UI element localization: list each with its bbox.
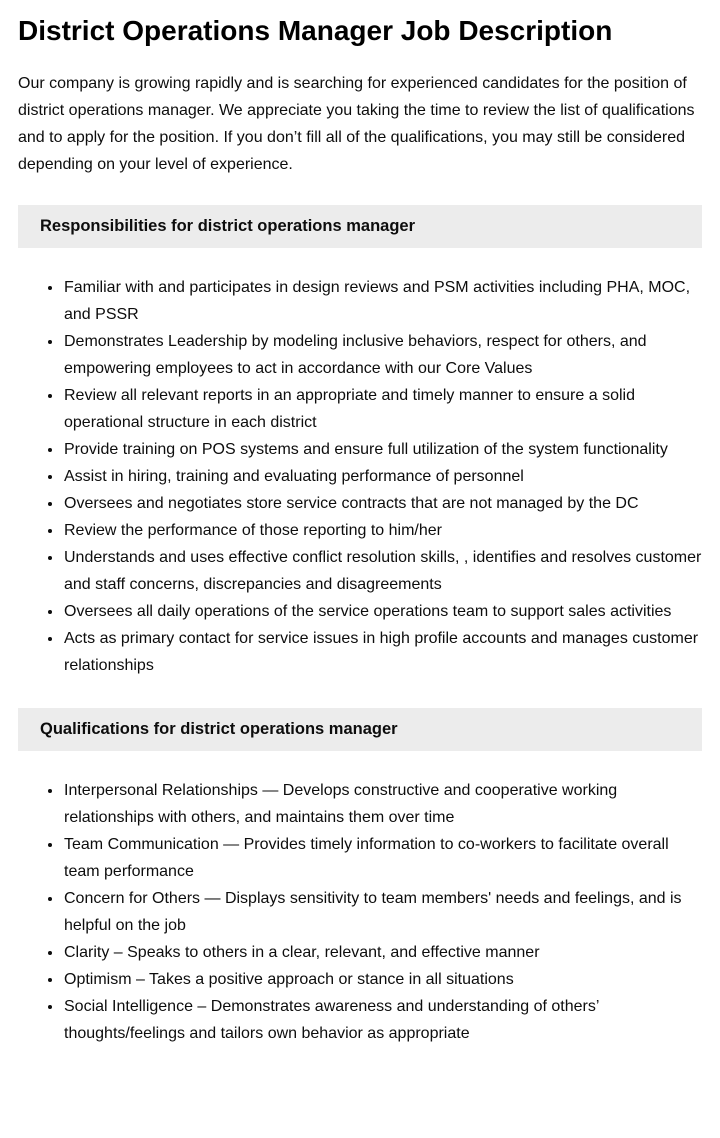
section-header-responsibilities: Responsibilities for district operations manager xyxy=(18,205,702,248)
list-item: • Optimism – Takes a positive approach or stance in all situations xyxy=(63,966,702,993)
list-item: • Concern for Others — Displays sensitivity to team members' needs and feelings, and is helpful on the job xyxy=(63,885,702,939)
list-item: • Oversees and negotiates store service contracts that are not managed by the DC xyxy=(63,490,702,517)
list-item: • Social Intelligence – Demonstrates awareness and understanding of others’ thoughts/feelings and tailors own behavior as appropriate xyxy=(63,993,702,1047)
list-item: • Clarity – Speaks to others in a clear, relevant, and effective manner xyxy=(63,939,702,966)
list-item: • Oversees all daily operations of the service operations team to support sales activities xyxy=(63,598,702,625)
list-item: • Understands and uses effective conflict resolution skills, , identifies and resolves customer and staff concerns, discrepancies and disagreements xyxy=(63,544,702,598)
qualifications-list xyxy=(18,777,702,1047)
list-item: • Familiar with and participates in design reviews and PSM activities including PHA, MOC, and PSSR xyxy=(63,274,702,328)
intro-paragraph: Our company is growing rapidly and is searching for experienced candidates for the position of district operations manager. We appreciate you taking the time to review the list of qualifications and to apply for the position. If you don’t fill all of the qualifications, you may still be considered depending on your level of experience. xyxy=(18,75,695,173)
list-item: • Assist in hiring, training and evaluating performance of personnel xyxy=(63,463,702,490)
section-header-qualifications: Qualifications for district operations manager xyxy=(18,708,702,751)
page-title: District Operations Manager Job Description xyxy=(18,15,613,46)
list-item: • Provide training on POS systems and ensure full utilization of the system functionality xyxy=(63,436,702,463)
list-item: • Interpersonal Relationships — Develops constructive and cooperative working relationships with others, and maintains them over time xyxy=(63,777,702,831)
list-item: • Review all relevant reports in an appropriate and timely manner to ensure a solid operational structure in each district xyxy=(63,382,702,436)
list-item: • Demonstrates Leadership by modeling inclusive behaviors, respect for others, and empowering employees to act in accordance with our Core Values xyxy=(63,328,702,382)
list-item: • Review the performance of those reporting to him/her xyxy=(63,517,702,544)
list-item: • Acts as primary contact for service issues in high profile accounts and manages customer relationships xyxy=(63,625,702,679)
responsibilities-list xyxy=(18,274,702,679)
list-item: • Team Communication — Provides timely information to co-workers to facilitate overall team performance xyxy=(63,831,702,885)
